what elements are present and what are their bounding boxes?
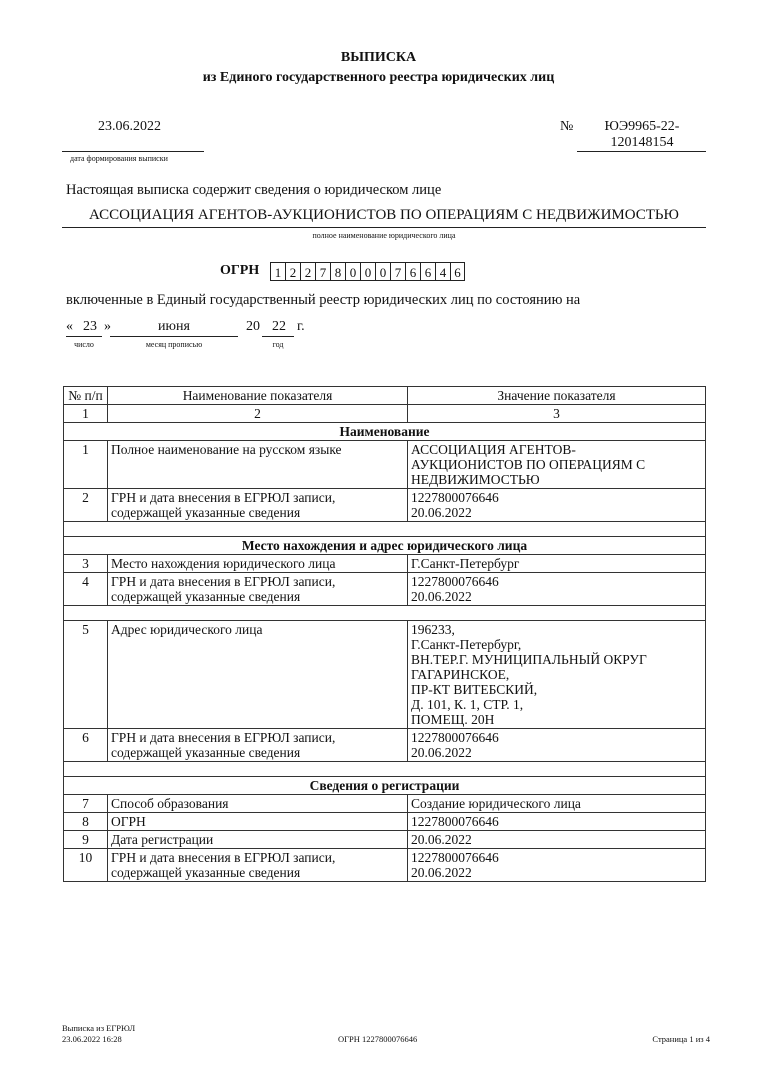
- table-row: [64, 621, 706, 729]
- row-number: 6: [64, 729, 108, 762]
- row-number: 1: [64, 441, 108, 489]
- ogrn-cells: [270, 262, 465, 281]
- close-quote: »: [104, 319, 111, 334]
- row-value: 196233, Г.Санкт-Петербург, ВН.ТЕР.Г. МУНИЦИПАЛЬНЫЙ ОКРУГ ГАГАРИНСКОЕ, ПР-КТ ВИТЕБСКИЙ, Д. 101, К. 1, СТР. 1, ПОМЕЩ. 20Н: [408, 621, 706, 729]
- state-year: 22: [272, 319, 286, 334]
- document-title: ВЫПИСКА: [340, 50, 417, 65]
- state-month: июня: [158, 319, 190, 334]
- section-title: Сведения о регистрации: [64, 777, 706, 795]
- section-row: [64, 537, 706, 555]
- table-row: [64, 831, 706, 849]
- entity-name: АССОЦИАЦИЯ АГЕНТОВ-АУКЦИОНИСТОВ ПО ОПЕРАЦИЯМ С НЕДВИЖИМОСТЬЮ: [89, 207, 679, 223]
- ogrn-digit: 0: [360, 262, 375, 281]
- row-label: ГРН и дата внесения в ЕГРЮЛ записи, содержащей указанные сведения: [108, 489, 408, 522]
- state-year-suffix: г.: [297, 319, 305, 334]
- table-row: [64, 729, 706, 762]
- ogrn-digit: 1: [270, 262, 285, 281]
- spacer-cell: [64, 606, 706, 621]
- year-line: [262, 336, 294, 337]
- footer-ogrn: ОГРН 1227800076646: [338, 1034, 418, 1044]
- row-label: Дата регистрации: [108, 831, 408, 849]
- ogrn-digit: 8: [330, 262, 345, 281]
- ogrn-digit: 0: [345, 262, 360, 281]
- section-row: [64, 423, 706, 441]
- table-row: [64, 849, 706, 882]
- spacer-row: [64, 606, 706, 621]
- extract-number-line: [577, 151, 706, 152]
- row-value: 1227800076646 20.06.2022: [408, 729, 706, 762]
- row-value: 1227800076646: [408, 813, 706, 831]
- number-sign: №: [560, 119, 574, 134]
- row-value: 1227800076646 20.06.2022: [408, 849, 706, 882]
- ogrn-digit: 0: [375, 262, 390, 281]
- extract-number-line2: 120148154: [610, 135, 674, 150]
- ogrn-digit: 2: [300, 262, 315, 281]
- ogrn-digit: 2: [285, 262, 300, 281]
- table-row: [64, 795, 706, 813]
- month-caption: месяц прописью: [145, 340, 203, 349]
- col-number: 1: [64, 405, 108, 423]
- table-header-row: [64, 387, 706, 405]
- formation-date: 23.06.2022: [98, 119, 161, 134]
- document-subtitle: из Единого государственного реестра юридических лиц: [202, 70, 555, 85]
- included-text: включенные в Единый государственный реестр юридических лиц по состоянию на: [66, 292, 581, 308]
- spacer-row: [64, 522, 706, 537]
- header-value: Значение показателя: [408, 387, 706, 405]
- row-number: 4: [64, 573, 108, 606]
- row-value: 20.06.2022: [408, 831, 706, 849]
- row-value: 1227800076646 20.06.2022: [408, 573, 706, 606]
- header-number: № п/п: [64, 387, 108, 405]
- entity-name-line: [62, 227, 706, 228]
- col-number: 2: [108, 405, 408, 423]
- row-value: АССОЦИАЦИЯ АГЕНТОВ- АУКЦИОНИСТОВ ПО ОПЕРАЦИЯМ С НЕДВИЖИМОСТЬЮ: [408, 441, 706, 489]
- formation-date-line: [62, 151, 204, 152]
- row-label: ГРН и дата внесения в ЕГРЮЛ записи, содержащей указанные сведения: [108, 729, 408, 762]
- footer-timestamp: 23.06.2022 16:28: [62, 1034, 122, 1044]
- day-line: [66, 336, 102, 337]
- ogrn-digit: 6: [450, 262, 465, 281]
- section-row: [64, 777, 706, 795]
- row-label: Полное наименование на русском языке: [108, 441, 408, 489]
- col-number: 3: [408, 405, 706, 423]
- state-day: 23: [83, 319, 97, 334]
- section-title: Место нахождения и адрес юридического лица: [64, 537, 706, 555]
- table-row: [64, 489, 706, 522]
- year-caption: год: [272, 340, 284, 349]
- footer-doc-name: Выписка из ЕГРЮЛ: [62, 1023, 136, 1033]
- row-value: Г.Санкт-Петербург: [408, 555, 706, 573]
- row-value: Создание юридического лица: [408, 795, 706, 813]
- footer-page-number: Страница 1 из 4: [652, 1034, 710, 1044]
- row-label: ГРН и дата внесения в ЕГРЮЛ записи, содержащей указанные сведения: [108, 573, 408, 606]
- ogrn-digit: 6: [420, 262, 435, 281]
- extract-table: [63, 386, 706, 882]
- row-label: ГРН и дата внесения в ЕГРЮЛ записи, содержащей указанные сведения: [108, 849, 408, 882]
- table-row: [64, 813, 706, 831]
- table-row: [64, 573, 706, 606]
- row-label: Способ образования: [108, 795, 408, 813]
- row-label: Место нахождения юридического лица: [108, 555, 408, 573]
- ogrn-digit: 4: [435, 262, 450, 281]
- section-title: Наименование: [64, 423, 706, 441]
- ogrn-digit: 7: [390, 262, 405, 281]
- formation-date-caption: дата формирования выписки: [70, 154, 168, 163]
- spacer-cell: [64, 762, 706, 777]
- row-number: 3: [64, 555, 108, 573]
- row-number: 9: [64, 831, 108, 849]
- ogrn-label: ОГРН: [220, 263, 260, 278]
- table-row: [64, 555, 706, 573]
- extract-number: [578, 119, 706, 151]
- open-quote: «: [66, 319, 73, 334]
- row-label: Адрес юридического лица: [108, 621, 408, 729]
- row-value: 1227800076646 20.06.2022: [408, 489, 706, 522]
- footer-left: [62, 1023, 135, 1045]
- day-caption: число: [74, 340, 94, 349]
- row-number: 8: [64, 813, 108, 831]
- row-number: 10: [64, 849, 108, 882]
- table-row: [64, 441, 706, 489]
- row-number: 5: [64, 621, 108, 729]
- state-century: 20: [246, 319, 260, 334]
- extract-number-line1: ЮЭ9965-22-: [604, 119, 680, 134]
- spacer-cell: [64, 522, 706, 537]
- spacer-row: [64, 762, 706, 777]
- row-number: 7: [64, 795, 108, 813]
- ogrn-digit: 6: [405, 262, 420, 281]
- table-column-numbers: [64, 405, 706, 423]
- ogrn-digit: 7: [315, 262, 330, 281]
- entity-name-caption: полное наименование юридического лица: [312, 231, 456, 240]
- row-number: 2: [64, 489, 108, 522]
- row-label: ОГРН: [108, 813, 408, 831]
- header-indicator: Наименование показателя: [108, 387, 408, 405]
- intro-text: Настоящая выписка содержит сведения о юридическом лице: [66, 182, 442, 198]
- month-line: [110, 336, 238, 337]
